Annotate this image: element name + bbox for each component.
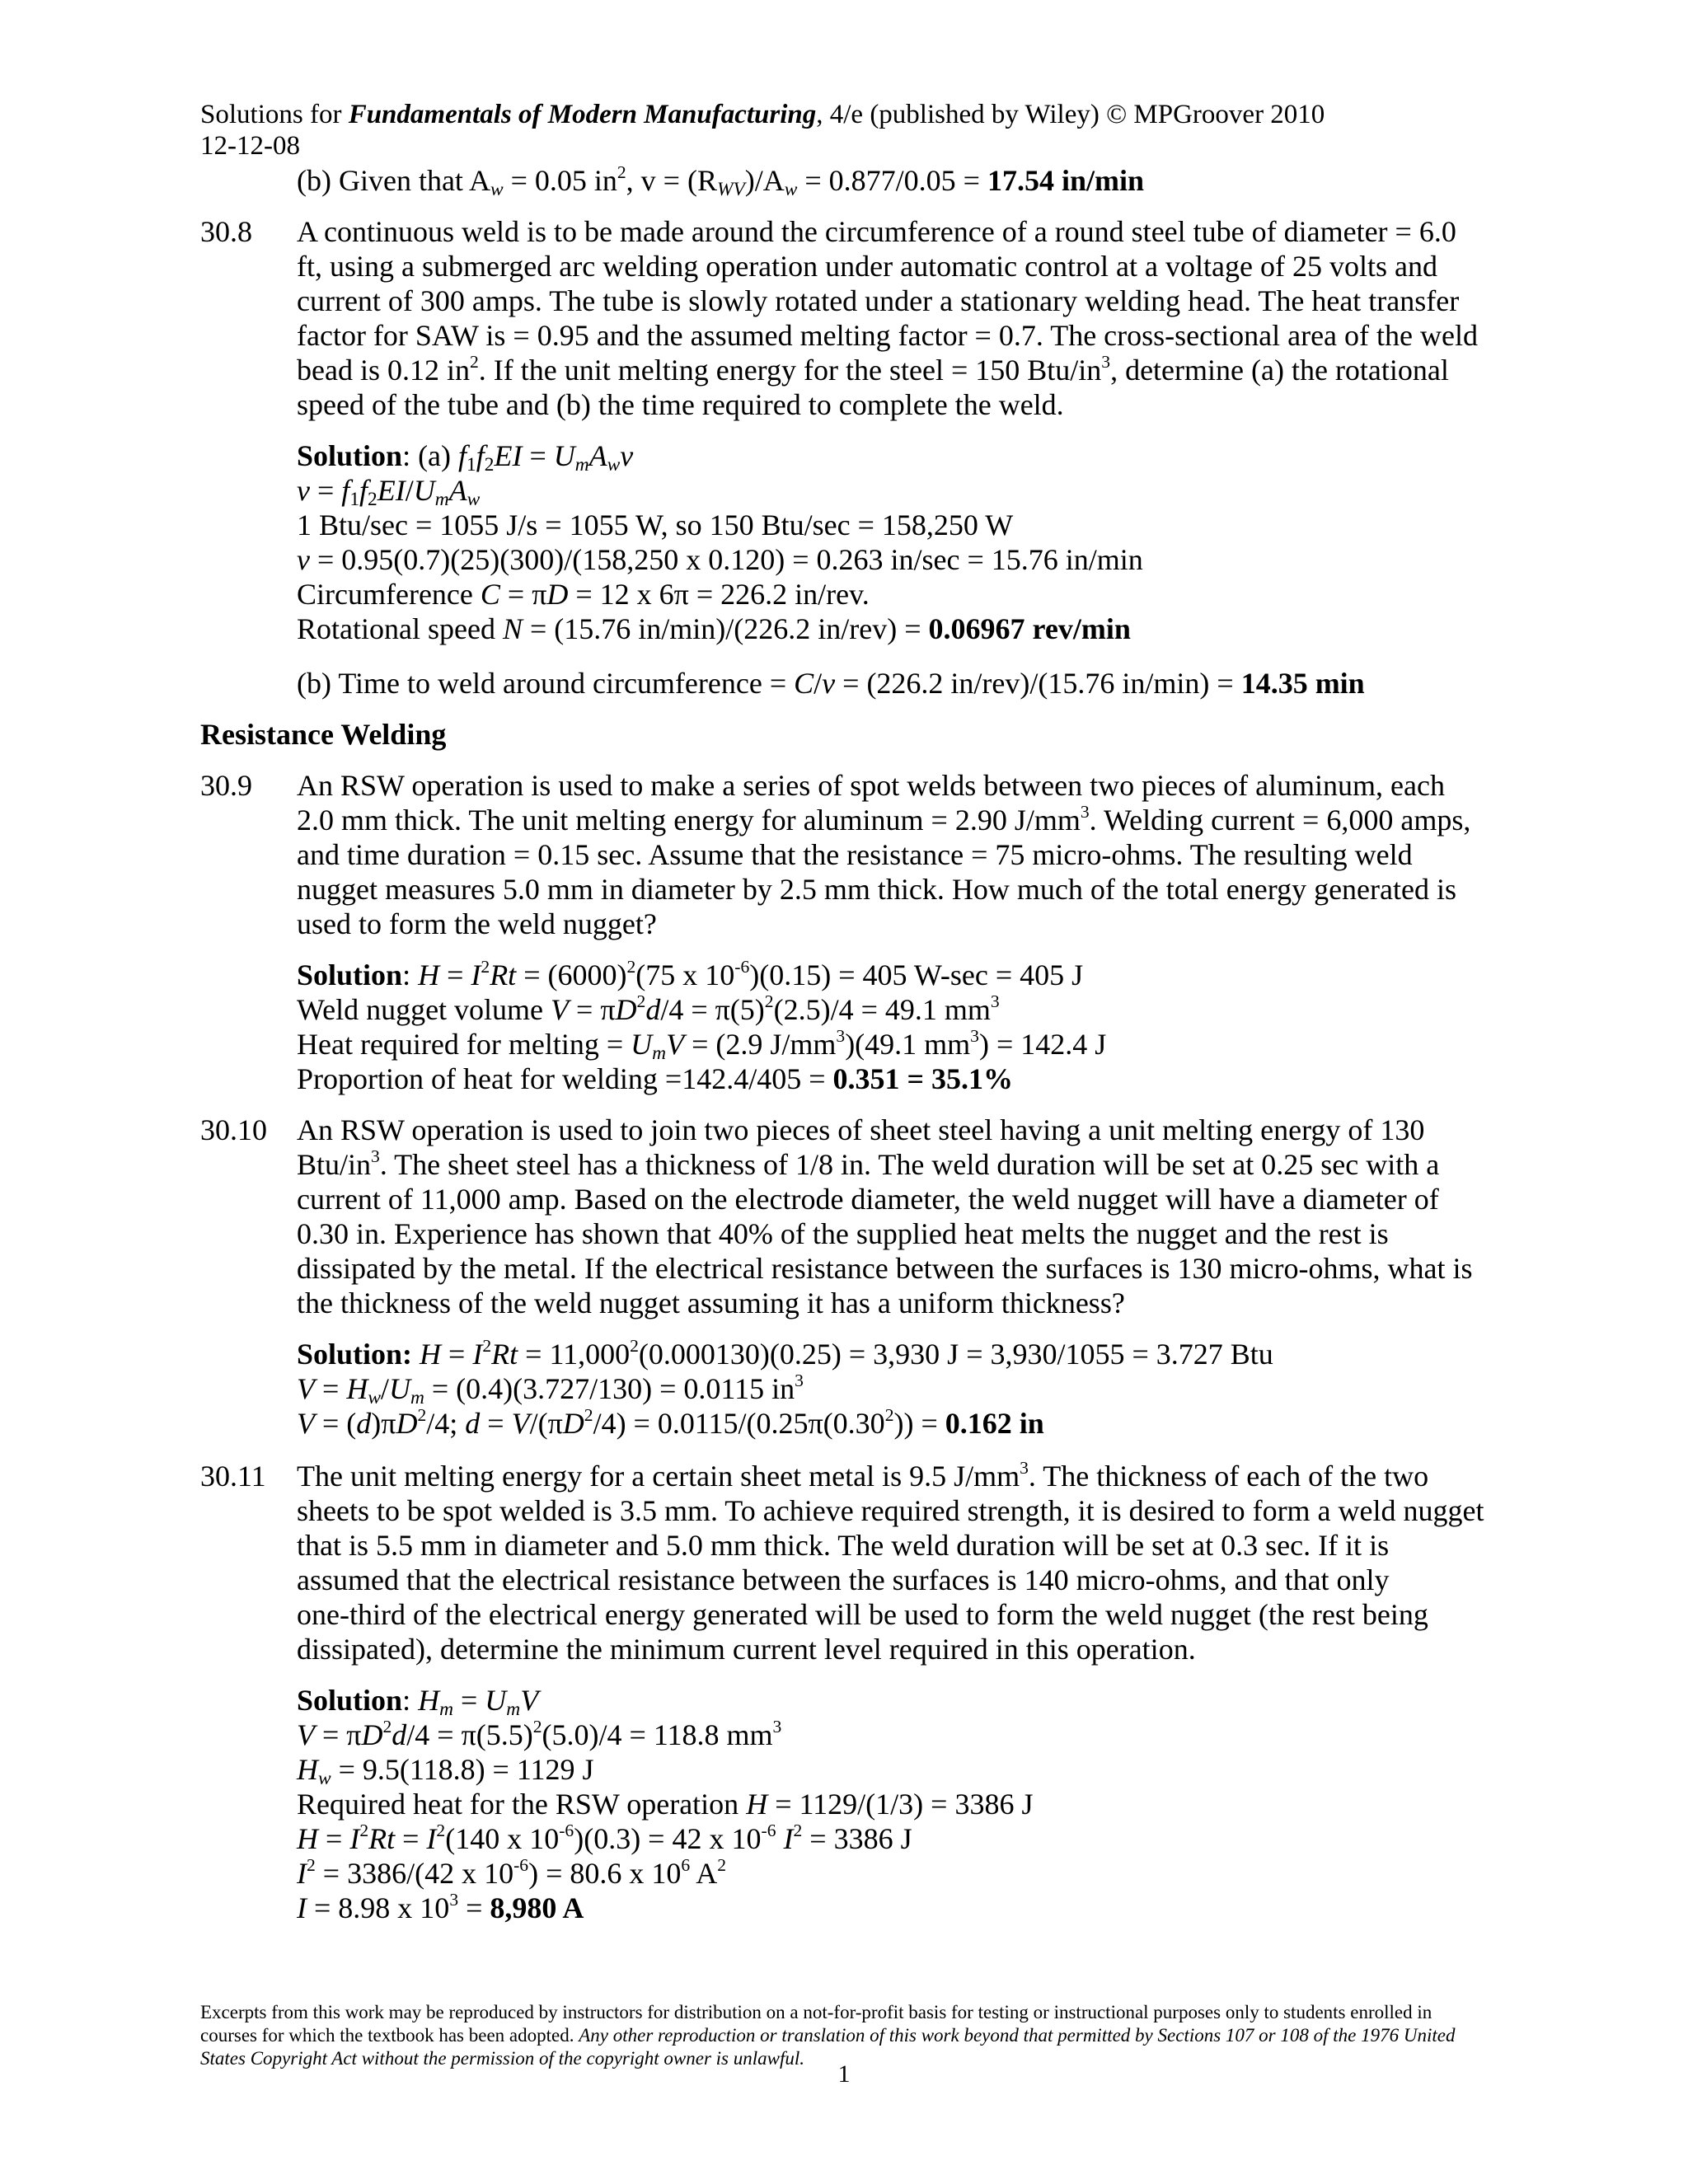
- problem-statement-30-8: A continuous weld is to be made around the circumference of a round steel tube of diameter = 6.0 ft, using a submerged arc welding operation under automatic control at a voltage of 25 volts and current of 300 amps. The tube is slowly rotated under a stationary welding head. The heat transfer factor for SAW is = 0.95 and the assumed melting factor = 0.7. The cross-sectional area of the weld bead is 0.12 $in^2$. If the unit melting energy for the steel = 150 Btu/$in^3$, determine (a) the rotational speed of the tube and (b) the time required to complete the weld.: [297, 215, 1478, 421]
- problem-statement-30-11: The unit melting energy for a certain sheet metal is 9.5 $J/mm^3$. The thickness of each of the two sheets to be spot welded is 3.5 mm. To achieve required strength, it is desired to form a weld nugget that is 5.5 mm in diameter and 5.0 mm thick. The weld duration will be set at 0.3 sec. If it is assumed that the electrical resistance between the surfaces is 140 micro-ohms, and that only one-third of the electrical energy generated will be used to form the weld nugget (the rest being dissipated), determine the minimum current level required in this operation.: [297, 1457, 1484, 1666]
- solution-30-8b: (b) Time to weld around circumference = C/v = (226.2 in/rev)/(15.76 in/min) = 14.35 min: [297, 667, 1365, 700]
- problem-number: 30.9: [200, 769, 252, 802]
- section-title: Resistance Welding: [200, 718, 447, 751]
- header-date: 12-12-08: [200, 131, 300, 161]
- page-number: 1: [837, 2060, 851, 2088]
- answer-30-8a: 0.06967 rev/min: [928, 612, 1131, 645]
- solution-30-11: Solution: $H_m = U_mV$ $V = \pi D^2d/4 = \pi(5.5)^2(5.0)/4 = 118.8$ $mm^3$ $H_w = 9.5(118.8) = 1129$ J Required heat for the RSW operation H = 1129/(1/3) = 3386 J $H = I^2Rt = I^2(140$ x $10^{-6})(0.3) = 42$ x $10^{-6}$ $I^2 = 3386$ J $I^2 = 3386/(42$ x $10^{-6}) = 80.6$ x $10^6$ $A^2$ I = 8.98 x $10^3 = 8,980$ A: [297, 1684, 1034, 1924]
- page-header: [200, 99, 1601, 162]
- header-prefix: Solutions for: [200, 100, 349, 129]
- problem-statement-30-10: An RSW operation is used to join two pieces of sheet steel having a unit melting energy of 130 Btu/$in^3$. The sheet steel has a thickness of 1/8 in. The weld duration will be set at 0.25 sec with a current of 11,000 amp. Based on the electrode diameter, the weld nugget will have a diameter of 0.30 in. Experience has shown that 40% of the supplied heat melts the nugget and the rest is dissipated by the metal. If the electrical resistance between the surfaces is 130 micro-ohms, what is the thickness of the weld nugget assuming it has a uniform thickness?: [297, 1113, 1473, 1319]
- answer-30-10: 0.162 in: [945, 1407, 1044, 1440]
- book-title: Fundamentals of Modern Manufacturing: [348, 100, 817, 129]
- solution-30-8: Solution: (a) $f_1f_2EI = U_mA_wv$ $v = f_1f_2EI/U_mA_w$ 1 Btu/sec = 1055 J/s = 1055 W, so 150 Btu/sec = 158,250 W v = 0.95(0.7)(25)(300)/(158,250 x 0.120) = 0.263 in/sec = 15.76 in/min Circumference C = πD = 12 x 6π = 226.2 in/rev. Rotational speed N = (15.76 in/min)/(226.2 in/rev) = 0.06967 rev/min: [297, 439, 1143, 645]
- problem-number: 30.10: [200, 1113, 267, 1146]
- problem-number: 30.8: [200, 215, 252, 248]
- problem-number: 30.11: [200, 1460, 266, 1493]
- solution-30-9: Solution: $H = I^2Rt = (6000)^2(75$ x $10^{-6})(0.15) = 405$ W-sec = 405 J Weld nugget volume $V = \pi D^2d/4 = \pi(5)^2(2.5)/4 = 49.1$ $mm^3$ Heat required for melting = $U_mV = (2.9$ $J/mm^3)(49.1$ $mm^3) = 142.4$ J Proportion of heat for welding =142.4/405 = 0.351 = 35.1%: [297, 956, 1107, 1095]
- copyright-footer: Excerpts from this work may be reproduced by instructors for distribution on a not-for-profit basis for testing or instructional purposes only to students enrolled in courses for which the textbook has been adopted. Any other reproduction or translation of this work beyond that permitted by Sections 107 or 108 of the 1976 United States Copyright Act without the permission of the copyright owner is unlawful.: [200, 2002, 1456, 2069]
- problem-statement-30-9: An RSW operation is used to make a series of spot welds between two pieces of aluminum, each 2.0 mm thick. The unit melting energy for aluminum = 2.90 $J/mm^3$. Welding current = 6,000 amps, and time duration = 0.15 sec. Assume that the resistance = 75 micro-ohms. The resulting weld nugget measures 5.0 mm in diameter by 2.5 mm thick. How much of the total energy generated is used to form the weld nugget?: [297, 769, 1471, 940]
- prev-part-b: (b) Given that $A_w = 0.05$ $in^2$, $v = (R_{WV})/A_w = 0.877/0.05 = 17.54$ in/min: [297, 162, 1145, 200]
- solution-30-10: Solution: $H = I^2Rt = 11,000^2(0.000130)(0.25) = 3,930$ J = 3,930/1055 = 3.727 Btu $V = H_w/U_m = (0.4)(3.727/130) = 0.0115$ $in^3$ $V = (d)\pi D^2/4$; $d = V/(\pi D^2/4) = 0.0115/(0.25\pi(0.30^2)) = 0.162$ in: [297, 1335, 1273, 1440]
- header-suffix: , 4/e (published by Wiley) © MPGroover 2010: [816, 100, 1325, 129]
- answer-30-11: 8,980 A: [490, 1891, 584, 1924]
- answer-30-8b: 14.35 min: [1240, 667, 1365, 700]
- prev-answer: 17.54 in/min: [987, 164, 1145, 197]
- answer-30-9: 0.351 = 35.1%: [832, 1062, 1014, 1095]
